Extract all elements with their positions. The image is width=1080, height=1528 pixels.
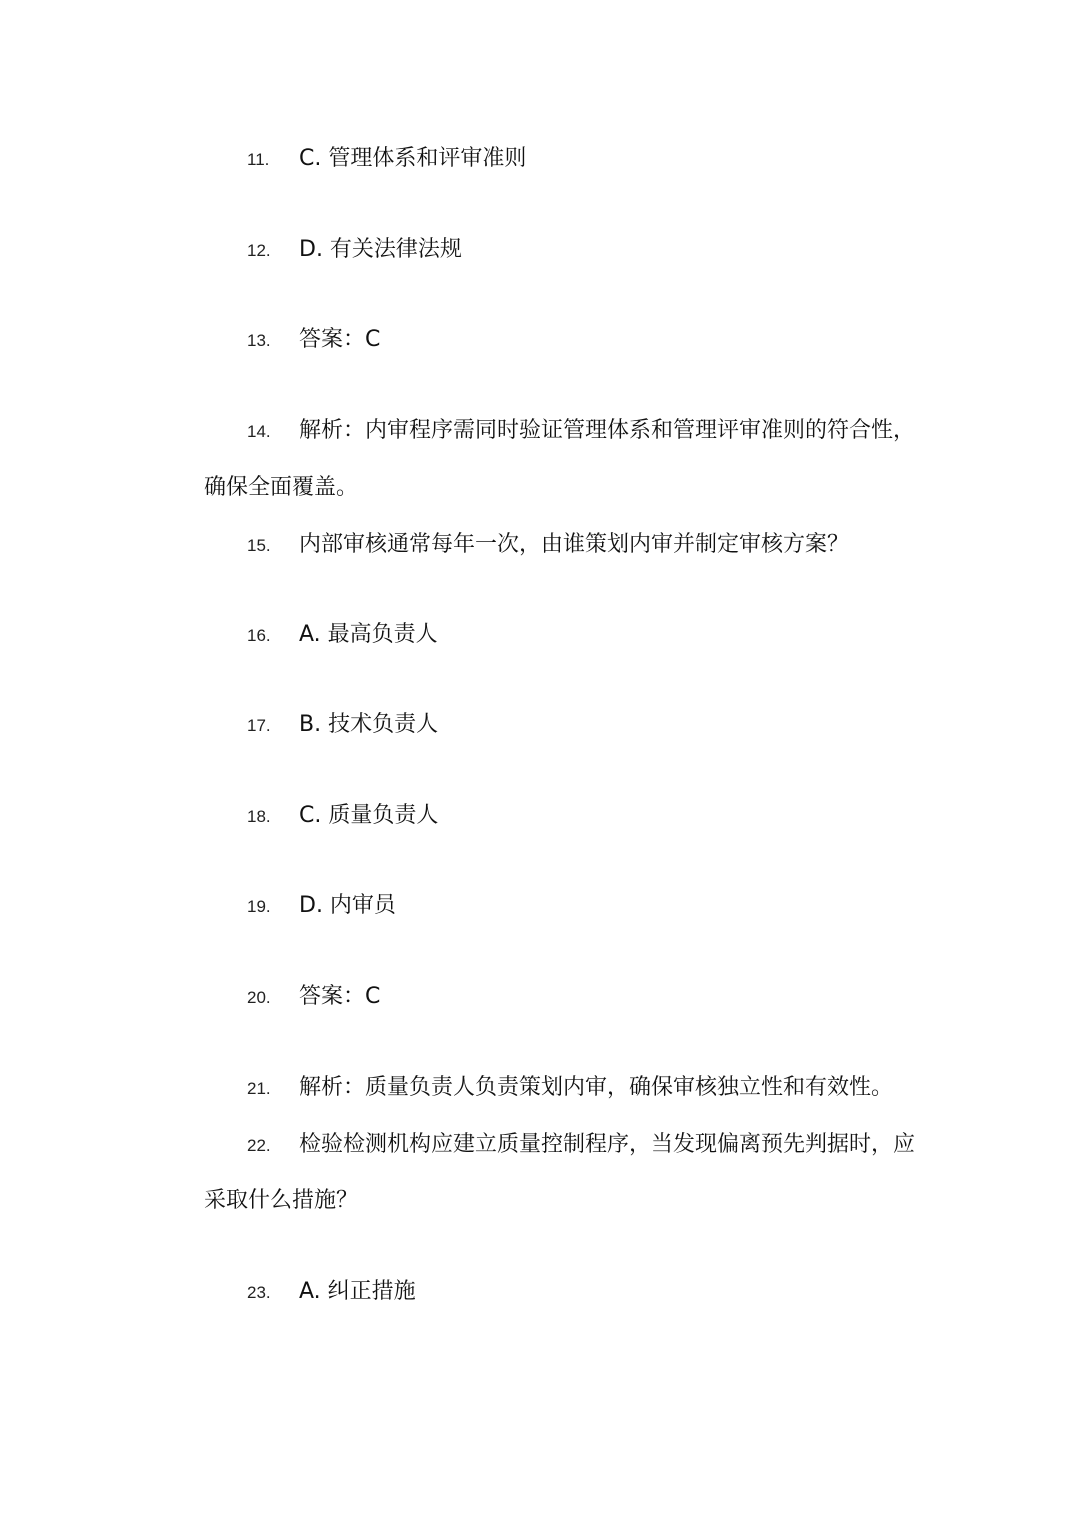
list-item-continuation [0,469,1080,509]
list-item [0,887,1080,927]
question-text: 检验检测机构应建立质量控制程序，当发现偏离预先判据时，应 [299,1132,916,1157]
list-item [0,616,1080,656]
explanation-text: 解析：内审程序需同时验证管理体系和管理评审准则的符合性， [299,418,916,443]
question-text-continued: 采取什么措施？ [204,1188,359,1213]
list-item [0,231,1080,271]
option-text: C. 管理体系和评审准则 [299,146,527,171]
item-number: 18. [247,807,271,826]
explanation-text-continued: 确保全面覆盖。 [204,475,359,500]
answer-text: 答案：C [299,327,381,352]
list-item [0,978,1080,1018]
item-number: 13. [247,331,271,350]
list-item [0,797,1080,837]
list-item [0,526,1080,566]
answer-text: 答案：C [299,984,381,1009]
item-number: 16. [247,626,271,645]
list-item [0,1273,1080,1313]
list-item [0,1126,1080,1166]
item-number: 12. [247,241,271,260]
item-number: 20. [247,988,271,1007]
list-item-continuation [0,1182,1080,1222]
item-number: 23. [247,1283,271,1302]
list-item [0,321,1080,361]
item-number: 19. [247,897,271,916]
explanation-text: 解析：质量负责人负责策划内审，确保审核独立性和有效性。 [299,1075,894,1100]
option-text: A. 纠正措施 [299,1279,416,1304]
option-text: A. 最高负责人 [299,622,438,647]
option-text: D. 有关法律法规 [299,237,462,262]
option-text: B. 技术负责人 [299,712,439,737]
option-text: C. 质量负责人 [299,803,439,828]
item-number: 14. [247,422,271,441]
list-item [0,140,1080,180]
item-number: 11. [247,150,270,169]
list-item [0,706,1080,746]
list-item [0,412,1080,452]
item-number: 21. [247,1079,271,1098]
item-number: 15. [247,536,271,555]
item-number: 17. [247,716,271,735]
option-text: D. 内审员 [299,893,396,918]
list-item [0,1069,1080,1109]
question-text: 内部审核通常每年一次，由谁策划内审并制定审核方案？ [299,532,850,557]
item-number: 22. [247,1136,271,1155]
